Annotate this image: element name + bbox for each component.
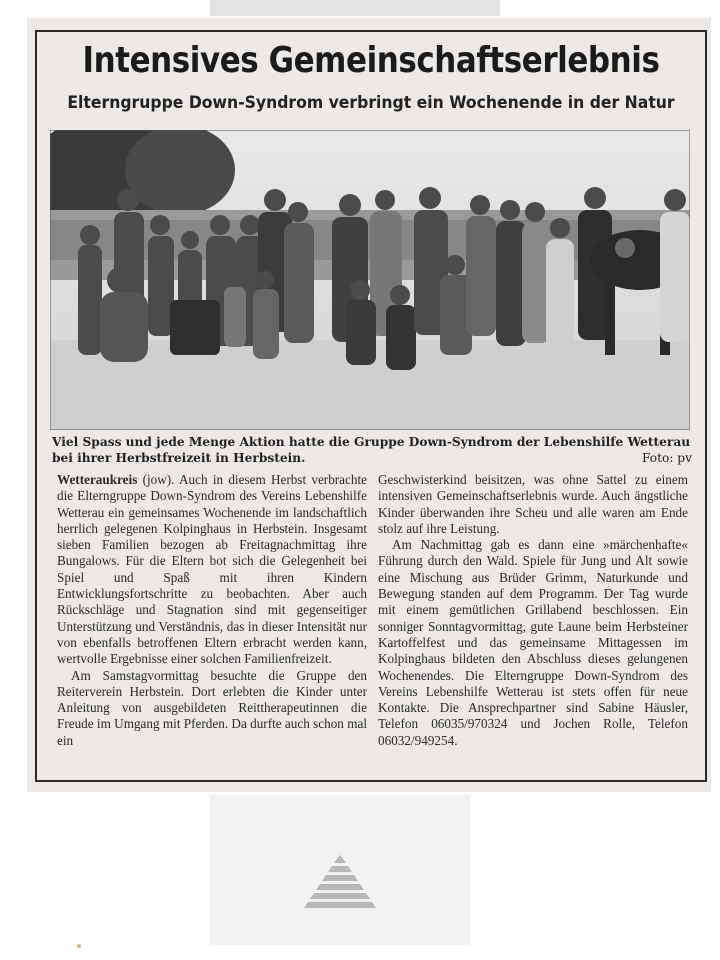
article-headline: Intensives Gemeinschaftserlebnis — [82, 40, 660, 81]
article-column-left — [57, 472, 367, 749]
article-paragraph: Am Samstagvormittag besuchte die Gruppe den Reiterverein Herbstein. Dort erlebten die Kinder unter Anleitung von ausgebildeten Reittherapeutinnen die Freude im Umgang mit Pferden. Da durfte auch schon mal ein — [57, 667, 367, 748]
article-subheadline: Elterngruppe Down-Syndrom verbringt ein Wochenende in der Natur — [67, 93, 675, 113]
article-column-right — [378, 472, 688, 749]
article-paragraph — [57, 472, 367, 668]
caption-text: Viel Spass und jede Menge Aktion hatte die Gruppe Down-Syndrom der Lebenshilfe Wetterau bei ihrer Herbstfreizeit in Herbstein. — [52, 435, 691, 465]
article-paragraph: Am Nachmittag gab es dann eine »märchenhafte« Führung durch den Wald. Spiele für Jung und Alt sowie eine Mischung aus Brüder Grimm, Naturkunde und Bewegung standen auf dem Programm. Der Tag wurde mit einem gemütlichen Grillabend beschlossen. Ein sonniger Sonntagvormittag, gute Laune beim Herbsteiner Kartoffelfest und das gemeinsame Mittagessen im Kolpinghaus bildeten den Abschluss dieses gelungenen Wochenendes. Die Elterngruppe Down-Syndrom des Vereins Lebenshilfe Wetterau ist stets offen für neue Kontakte. Die Ansprechpartner sind Sabine Häusler, Telefon 06035/970324 und Jochen Rolle, Telefon 06032/949254. — [378, 537, 688, 748]
article-paragraph: Geschwisterkind beisitzen, was ohne Sattel zu einem intensiven Gemeinschaftserlebnis wurde. Auch ängstliche Kinder überwanden ihre Scheu und alle waren am Ende stolz auf ihre Leistung. — [378, 472, 688, 536]
photo-credit: Foto: pv — [641, 451, 692, 465]
article-paragraph-text: Auch in diesem Herbst verbrachte die Elterngruppe Down-Syndrom des Vereins Lebenshilfe Wetterau ein gemeinsames Wochenende im landschaftlich herrlich gelegenen Kolpinghaus in Herbstein. Insgesamt sieben Familien bezogen ab Freitagnachmittag ihre Bungalows. Für die Eltern bot sich die Gelegenheit bei Spiel und Spaß mit ihren Kindern Entwicklungsfortschritte zu beobachten. Aber auch Rückschläge und Stagnation sind mit gegenseitiger Unterstützung und Verständnis, das in dieser Intensität nur von ebenfalls betroffenen Eltern erbracht werden kann, wertvolle Ergebnisse einer solchen Familienfreizeit. — [57, 472, 368, 667]
scan-artifact-dot — [77, 944, 81, 948]
article-byline: (jow). — [142, 472, 175, 487]
scan-top-strip — [210, 0, 500, 16]
article-dateline: Wetteraukreis — [57, 472, 138, 487]
group-photo — [50, 130, 690, 430]
pyramid-logo-icon — [210, 795, 470, 945]
photo-caption — [52, 434, 692, 466]
scan-background-sheet — [210, 795, 470, 945]
